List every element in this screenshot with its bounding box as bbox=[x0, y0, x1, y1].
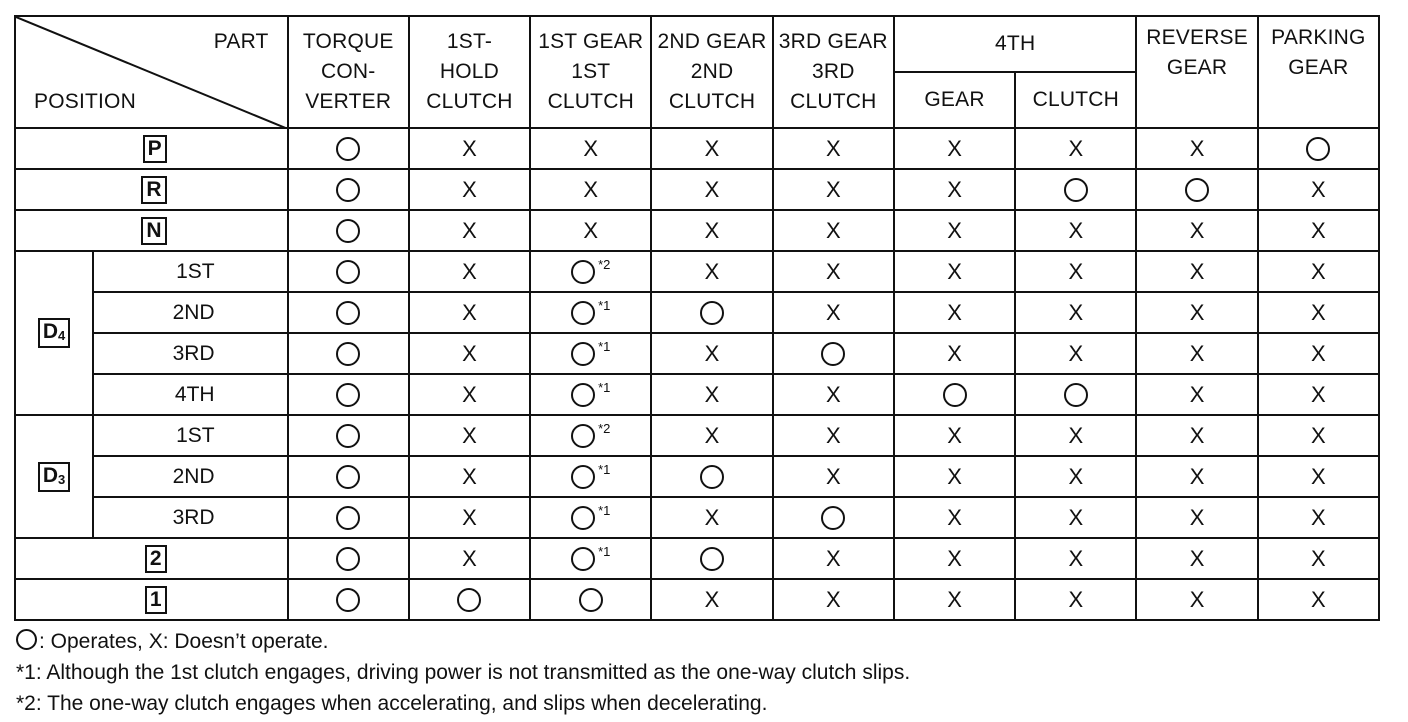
footnote-marker: *2 bbox=[598, 257, 611, 273]
table-row bbox=[15, 333, 1379, 374]
cell-4th-clutch bbox=[1015, 374, 1136, 415]
operates-circle-icon bbox=[336, 383, 360, 407]
cell-torque-converter bbox=[288, 169, 409, 210]
position-cell-1 bbox=[15, 579, 288, 620]
not-operate-mark: X bbox=[704, 340, 720, 366]
cell-1st-gear-clutch bbox=[530, 128, 651, 169]
position-cell-2 bbox=[15, 538, 288, 579]
operates-circle-icon bbox=[1064, 383, 1088, 407]
cell-4th-clutch bbox=[1015, 538, 1136, 579]
gear-label: 2ND bbox=[93, 456, 287, 497]
position-group-d3 bbox=[15, 415, 93, 538]
not-operate-mark: X bbox=[1311, 176, 1326, 202]
not-operate-mark: X bbox=[825, 381, 841, 407]
operates-circle-icon bbox=[336, 588, 360, 612]
not-operate-mark: X bbox=[947, 176, 962, 202]
cell-1st-gear-clutch bbox=[530, 292, 651, 333]
cell-3rd-gear-clutch bbox=[773, 128, 894, 169]
not-operate-mark: X bbox=[947, 504, 962, 530]
cell-1st-gear-clutch bbox=[530, 579, 651, 620]
cell-2nd-gear-clutch bbox=[651, 415, 772, 456]
operates-circle-icon bbox=[571, 506, 595, 530]
cell-1st-hold-clutch bbox=[409, 210, 530, 251]
not-operate-mark: X bbox=[947, 299, 962, 325]
not-operate-mark: X bbox=[1189, 504, 1205, 530]
not-operate-mark: X bbox=[462, 422, 477, 448]
not-operate-mark: X bbox=[704, 135, 720, 161]
cell-torque-converter bbox=[288, 456, 409, 497]
cell-1st-gear-clutch bbox=[530, 333, 651, 374]
not-operate-mark: X bbox=[462, 340, 477, 366]
footnote-marker: *1 bbox=[598, 298, 611, 314]
not-operate-mark: X bbox=[825, 586, 841, 612]
footnote-marker: *2 bbox=[598, 421, 611, 437]
cell-1st-gear-clutch bbox=[530, 415, 651, 456]
col-3rd-gear-clutch-header: 3RD GEAR 3RD CLUTCH bbox=[773, 16, 894, 128]
not-operate-mark: X bbox=[1189, 545, 1205, 571]
cell-parking-gear bbox=[1258, 415, 1379, 456]
cell-1st-gear-clutch bbox=[530, 169, 651, 210]
gear-label: 2ND bbox=[93, 292, 287, 333]
col-4th-gear-header: GEAR bbox=[894, 72, 1015, 128]
not-operate-mark: X bbox=[1189, 258, 1205, 284]
cell-4th-gear bbox=[894, 333, 1015, 374]
not-operate-mark: X bbox=[462, 545, 477, 571]
table-row bbox=[15, 251, 1379, 292]
cell-1st-hold-clutch bbox=[409, 456, 530, 497]
operates-circle-icon bbox=[821, 342, 845, 366]
gear-label: 1ST bbox=[93, 251, 287, 292]
not-operate-mark: X bbox=[462, 299, 477, 325]
not-operate-mark: X bbox=[1189, 381, 1205, 407]
cell-3rd-gear-clutch bbox=[773, 169, 894, 210]
position-header-label: POSITION bbox=[34, 90, 136, 113]
table-row bbox=[15, 497, 1379, 538]
not-operate-mark: X bbox=[462, 135, 477, 161]
not-operate-mark: X bbox=[1189, 217, 1205, 243]
not-operate-mark: X bbox=[947, 340, 962, 366]
not-operate-mark: X bbox=[704, 586, 720, 612]
operates-circle-icon bbox=[571, 383, 595, 407]
cell-reverse-gear bbox=[1136, 579, 1257, 620]
legend-symbols: : Operates, X: Doesn’t operate. bbox=[16, 626, 910, 657]
cell-3rd-gear-clutch bbox=[773, 579, 894, 620]
legend bbox=[16, 626, 910, 719]
circle-icon bbox=[16, 629, 37, 650]
operates-circle-icon bbox=[579, 588, 603, 612]
not-operate-mark: X bbox=[825, 463, 841, 489]
not-operate-mark: X bbox=[583, 135, 599, 161]
cell-parking-gear bbox=[1258, 456, 1379, 497]
not-operate-mark: X bbox=[704, 176, 720, 202]
not-operate-mark: X bbox=[1068, 258, 1084, 284]
cell-4th-clutch bbox=[1015, 128, 1136, 169]
operates-circle-icon bbox=[571, 465, 595, 489]
not-operate-mark: X bbox=[1068, 340, 1084, 366]
table-row bbox=[15, 292, 1379, 333]
operates-circle-icon bbox=[336, 178, 360, 202]
operates-circle-icon bbox=[571, 301, 595, 325]
cell-2nd-gear-clutch bbox=[651, 374, 772, 415]
footnote-marker: *1 bbox=[598, 503, 611, 519]
position-cell-p bbox=[15, 128, 288, 169]
cell-reverse-gear bbox=[1136, 415, 1257, 456]
not-operate-mark: X bbox=[462, 504, 477, 530]
not-operate-mark: X bbox=[1189, 340, 1205, 366]
cell-1st-hold-clutch bbox=[409, 579, 530, 620]
footnote-marker: *1 bbox=[598, 544, 611, 560]
cell-1st-hold-clutch bbox=[409, 497, 530, 538]
not-operate-mark: X bbox=[825, 422, 841, 448]
col-parking-gear-header: PARKING GEAR bbox=[1258, 16, 1379, 128]
cell-2nd-gear-clutch bbox=[651, 292, 772, 333]
not-operate-mark: X bbox=[947, 258, 962, 284]
gear-label: 3RD bbox=[93, 497, 287, 538]
cell-1st-hold-clutch bbox=[409, 374, 530, 415]
not-operate-mark: X bbox=[462, 381, 477, 407]
cell-reverse-gear bbox=[1136, 374, 1257, 415]
cell-parking-gear bbox=[1258, 538, 1379, 579]
cell-4th-gear bbox=[894, 210, 1015, 251]
cell-4th-gear bbox=[894, 497, 1015, 538]
operates-circle-icon bbox=[821, 506, 845, 530]
part-position-corner-header bbox=[15, 16, 288, 128]
position-badge: $D_3$ bbox=[38, 462, 70, 492]
operates-circle-icon bbox=[1064, 178, 1088, 202]
not-operate-mark: X bbox=[462, 258, 477, 284]
operates-circle-icon bbox=[571, 260, 595, 284]
operates-circle-icon bbox=[457, 588, 481, 612]
cell-4th-gear bbox=[894, 374, 1015, 415]
operates-circle-icon bbox=[336, 301, 360, 325]
not-operate-mark: X bbox=[1189, 586, 1205, 612]
not-operate-mark: X bbox=[1068, 299, 1084, 325]
operates-circle-icon bbox=[1306, 137, 1330, 161]
cell-4th-clutch bbox=[1015, 210, 1136, 251]
gear-label: 3RD bbox=[93, 333, 287, 374]
cell-4th-clutch bbox=[1015, 456, 1136, 497]
operates-circle-icon bbox=[336, 547, 360, 571]
cell-4th-clutch bbox=[1015, 333, 1136, 374]
footnote-marker: *1 bbox=[598, 339, 611, 355]
cell-4th-gear bbox=[894, 251, 1015, 292]
cell-reverse-gear bbox=[1136, 456, 1257, 497]
cell-1st-gear-clutch bbox=[530, 497, 651, 538]
not-operate-mark: X bbox=[1311, 299, 1326, 325]
not-operate-mark: X bbox=[947, 463, 962, 489]
table-row bbox=[15, 374, 1379, 415]
cell-2nd-gear-clutch bbox=[651, 251, 772, 292]
cell-4th-gear bbox=[894, 538, 1015, 579]
operates-circle-icon bbox=[700, 465, 724, 489]
cell-2nd-gear-clutch bbox=[651, 169, 772, 210]
operation-chart-table bbox=[14, 15, 1380, 621]
cell-4th-gear bbox=[894, 456, 1015, 497]
not-operate-mark: X bbox=[1311, 504, 1326, 530]
cell-4th-gear bbox=[894, 415, 1015, 456]
not-operate-mark: X bbox=[1068, 135, 1084, 161]
cell-3rd-gear-clutch bbox=[773, 292, 894, 333]
footnote-marker: *1 bbox=[598, 380, 611, 396]
operates-circle-icon bbox=[336, 506, 360, 530]
not-operate-mark: X bbox=[825, 135, 841, 161]
cell-reverse-gear bbox=[1136, 251, 1257, 292]
not-operate-mark: X bbox=[704, 422, 720, 448]
col-1st-gear-clutch-header: 1ST GEAR 1ST CLUTCH bbox=[530, 16, 651, 128]
not-operate-mark: X bbox=[1189, 299, 1205, 325]
cell-torque-converter bbox=[288, 292, 409, 333]
cell-torque-converter bbox=[288, 210, 409, 251]
cell-torque-converter bbox=[288, 579, 409, 620]
cell-2nd-gear-clutch bbox=[651, 333, 772, 374]
cell-1st-gear-clutch bbox=[530, 251, 651, 292]
cell-4th-gear bbox=[894, 169, 1015, 210]
not-operate-mark: X bbox=[1311, 340, 1326, 366]
cell-1st-hold-clutch bbox=[409, 251, 530, 292]
table-row bbox=[15, 415, 1379, 456]
col-2nd-gear-clutch-header: 2ND GEAR 2ND CLUTCH bbox=[651, 16, 772, 128]
cell-1st-hold-clutch bbox=[409, 128, 530, 169]
position-badge: P bbox=[143, 135, 167, 163]
operates-circle-icon bbox=[336, 424, 360, 448]
cell-3rd-gear-clutch bbox=[773, 497, 894, 538]
not-operate-mark: X bbox=[704, 217, 720, 243]
not-operate-mark: X bbox=[825, 258, 841, 284]
col-torque-converter-header: TORQUE CON- VERTER bbox=[288, 16, 409, 128]
table-row bbox=[15, 210, 1379, 251]
not-operate-mark: X bbox=[462, 217, 477, 243]
not-operate-mark: X bbox=[947, 135, 962, 161]
not-operate-mark: X bbox=[1068, 422, 1084, 448]
col-1st-hold-clutch-header: 1ST- HOLD CLUTCH bbox=[409, 16, 530, 128]
position-badge: R bbox=[141, 176, 166, 204]
not-operate-mark: X bbox=[1068, 463, 1084, 489]
cell-4th-clutch bbox=[1015, 415, 1136, 456]
not-operate-mark: X bbox=[825, 299, 841, 325]
not-operate-mark: X bbox=[1311, 381, 1326, 407]
table-row bbox=[15, 538, 1379, 579]
cell-1st-hold-clutch bbox=[409, 333, 530, 374]
operates-circle-icon bbox=[336, 137, 360, 161]
cell-reverse-gear bbox=[1136, 333, 1257, 374]
not-operate-mark: X bbox=[1311, 422, 1326, 448]
cell-1st-gear-clutch bbox=[530, 538, 651, 579]
cell-torque-converter bbox=[288, 415, 409, 456]
cell-reverse-gear bbox=[1136, 128, 1257, 169]
cell-4th-clutch bbox=[1015, 251, 1136, 292]
cell-1st-gear-clutch bbox=[530, 456, 651, 497]
operates-circle-icon bbox=[336, 465, 360, 489]
not-operate-mark: X bbox=[1311, 586, 1326, 612]
not-operate-mark: X bbox=[1311, 217, 1326, 243]
not-operate-mark: X bbox=[825, 545, 841, 571]
table-row bbox=[15, 169, 1379, 210]
cell-parking-gear bbox=[1258, 579, 1379, 620]
cell-3rd-gear-clutch bbox=[773, 415, 894, 456]
cell-2nd-gear-clutch bbox=[651, 538, 772, 579]
cell-parking-gear bbox=[1258, 169, 1379, 210]
cell-reverse-gear bbox=[1136, 292, 1257, 333]
gear-label: 1ST bbox=[93, 415, 287, 456]
operates-circle-icon bbox=[336, 260, 360, 284]
cell-1st-hold-clutch bbox=[409, 169, 530, 210]
not-operate-mark: X bbox=[825, 176, 841, 202]
cell-2nd-gear-clutch bbox=[651, 579, 772, 620]
operates-circle-icon bbox=[336, 342, 360, 366]
not-operate-mark: X bbox=[704, 381, 720, 407]
cell-1st-gear-clutch bbox=[530, 210, 651, 251]
part-header-label: PART bbox=[213, 30, 269, 53]
operates-circle-icon bbox=[336, 219, 360, 243]
position-cell-r bbox=[15, 169, 288, 210]
cell-3rd-gear-clutch bbox=[773, 333, 894, 374]
not-operate-mark: X bbox=[704, 258, 720, 284]
not-operate-mark: X bbox=[704, 504, 720, 530]
cell-2nd-gear-clutch bbox=[651, 210, 772, 251]
footnote-marker: *1 bbox=[598, 462, 611, 478]
gear-label: 4TH bbox=[93, 374, 287, 415]
footnote-1: *1: Although the 1st clutch engages, driving power is not transmitted as the one-way clutch slips. bbox=[16, 661, 911, 684]
cell-2nd-gear-clutch bbox=[651, 456, 772, 497]
cell-4th-clutch bbox=[1015, 579, 1136, 620]
cell-torque-converter bbox=[288, 374, 409, 415]
cell-4th-clutch bbox=[1015, 169, 1136, 210]
cell-reverse-gear bbox=[1136, 497, 1257, 538]
operates-circle-icon bbox=[571, 424, 595, 448]
table-row bbox=[15, 128, 1379, 169]
table-row bbox=[15, 579, 1379, 620]
not-operate-mark: X bbox=[1068, 504, 1084, 530]
cell-torque-converter bbox=[288, 251, 409, 292]
cell-parking-gear bbox=[1258, 292, 1379, 333]
cell-4th-clutch bbox=[1015, 497, 1136, 538]
not-operate-mark: X bbox=[1068, 217, 1084, 243]
cell-parking-gear bbox=[1258, 374, 1379, 415]
cell-parking-gear bbox=[1258, 333, 1379, 374]
not-operate-mark: X bbox=[825, 217, 841, 243]
cell-2nd-gear-clutch bbox=[651, 128, 772, 169]
cell-torque-converter bbox=[288, 128, 409, 169]
not-operate-mark: X bbox=[1068, 545, 1084, 571]
not-operate-mark: X bbox=[1311, 258, 1326, 284]
cell-torque-converter bbox=[288, 497, 409, 538]
table-row bbox=[15, 456, 1379, 497]
cell-1st-hold-clutch bbox=[409, 538, 530, 579]
col-reverse-gear-header: REVERSE GEAR bbox=[1136, 16, 1257, 128]
cell-2nd-gear-clutch bbox=[651, 497, 772, 538]
position-badge: 2 bbox=[145, 545, 167, 573]
footnote-2: *2: The one-way clutch engages when accelerating, and slips when decelerating. bbox=[16, 692, 768, 715]
operates-circle-icon bbox=[571, 342, 595, 366]
cell-4th-clutch bbox=[1015, 292, 1136, 333]
not-operate-mark: X bbox=[1189, 463, 1205, 489]
cell-reverse-gear bbox=[1136, 169, 1257, 210]
not-operate-mark: X bbox=[1189, 422, 1205, 448]
not-operate-mark: X bbox=[1189, 135, 1205, 161]
not-operate-mark: X bbox=[462, 463, 477, 489]
not-operate-mark: X bbox=[1068, 586, 1084, 612]
position-badge: 1 bbox=[145, 586, 167, 614]
cell-parking-gear bbox=[1258, 128, 1379, 169]
cell-1st-gear-clutch bbox=[530, 374, 651, 415]
cell-reverse-gear bbox=[1136, 538, 1257, 579]
operates-circle-icon bbox=[943, 383, 967, 407]
cell-4th-gear bbox=[894, 128, 1015, 169]
position-cell-n bbox=[15, 210, 288, 251]
cell-torque-converter bbox=[288, 538, 409, 579]
not-operate-mark: X bbox=[947, 217, 962, 243]
cell-1st-hold-clutch bbox=[409, 415, 530, 456]
operates-circle-icon bbox=[571, 547, 595, 571]
not-operate-mark: X bbox=[947, 586, 962, 612]
operates-circle-icon bbox=[700, 547, 724, 571]
not-operate-mark: X bbox=[583, 217, 599, 243]
cell-parking-gear bbox=[1258, 210, 1379, 251]
col-4th-clutch-header: CLUTCH bbox=[1015, 72, 1136, 128]
cell-parking-gear bbox=[1258, 497, 1379, 538]
cell-4th-gear bbox=[894, 292, 1015, 333]
cell-3rd-gear-clutch bbox=[773, 538, 894, 579]
cell-1st-hold-clutch bbox=[409, 292, 530, 333]
not-operate-mark: X bbox=[947, 545, 962, 571]
cell-3rd-gear-clutch bbox=[773, 374, 894, 415]
col-4th-group-header: 4TH bbox=[894, 16, 1137, 72]
cell-reverse-gear bbox=[1136, 210, 1257, 251]
operates-circle-icon bbox=[1185, 178, 1209, 202]
not-operate-mark: X bbox=[947, 422, 962, 448]
not-operate-mark: X bbox=[1311, 463, 1326, 489]
operation-chart-body bbox=[15, 128, 1379, 620]
position-group-d4 bbox=[15, 251, 93, 415]
cell-3rd-gear-clutch bbox=[773, 251, 894, 292]
cell-3rd-gear-clutch bbox=[773, 456, 894, 497]
not-operate-mark: X bbox=[462, 176, 477, 202]
operates-circle-icon bbox=[700, 301, 724, 325]
not-operate-mark: X bbox=[1311, 545, 1326, 571]
not-operate-mark: X bbox=[583, 176, 599, 202]
position-badge: $D_4$ bbox=[38, 318, 70, 348]
cell-3rd-gear-clutch bbox=[773, 210, 894, 251]
cell-torque-converter bbox=[288, 333, 409, 374]
position-badge: N bbox=[141, 217, 166, 245]
cell-4th-gear bbox=[894, 579, 1015, 620]
cell-parking-gear bbox=[1258, 251, 1379, 292]
